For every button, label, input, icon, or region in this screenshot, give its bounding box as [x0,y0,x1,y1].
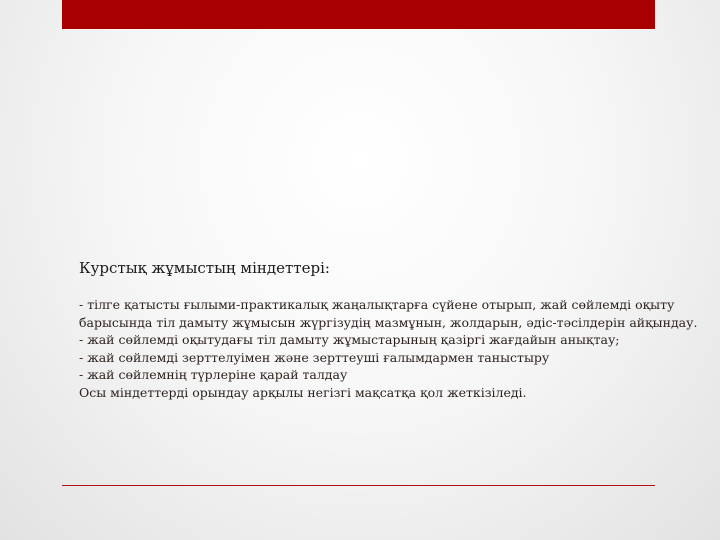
text-line: Осы міндеттерді орындау арқылы негізгі мақсатқа қол жеткізіледі. [79,384,527,400]
text-line: - жай сөйлемді оқытудағы тіл дамыту жұмыстарының қазіргі жағдайын анықтау; [79,332,620,347]
top-accent-bar [62,0,655,29]
text-line: - жай сөйлемнің түрлеріне қарай талдау [79,367,348,382]
text-line: - жай сөйлемді зерттелуімен және зерттеуші ғалымдармен таныстыру [79,349,550,365]
text-line: - тілге қатысты ғылыми-практикалық жаңалықтарға сүйене отырып, жай сөйлемді оқыту [79,297,675,312]
bottom-divider [62,485,655,486]
task-list [79,296,698,401]
text-line: барысында тіл дамыту жұмысын жүргізудің мазмұнын, жолдарын, әдіс-тәсілдерін айқындау. [79,314,698,330]
slide-content [79,258,698,401]
slide-heading: Курстық жұмыстың міндеттері: [79,259,330,277]
